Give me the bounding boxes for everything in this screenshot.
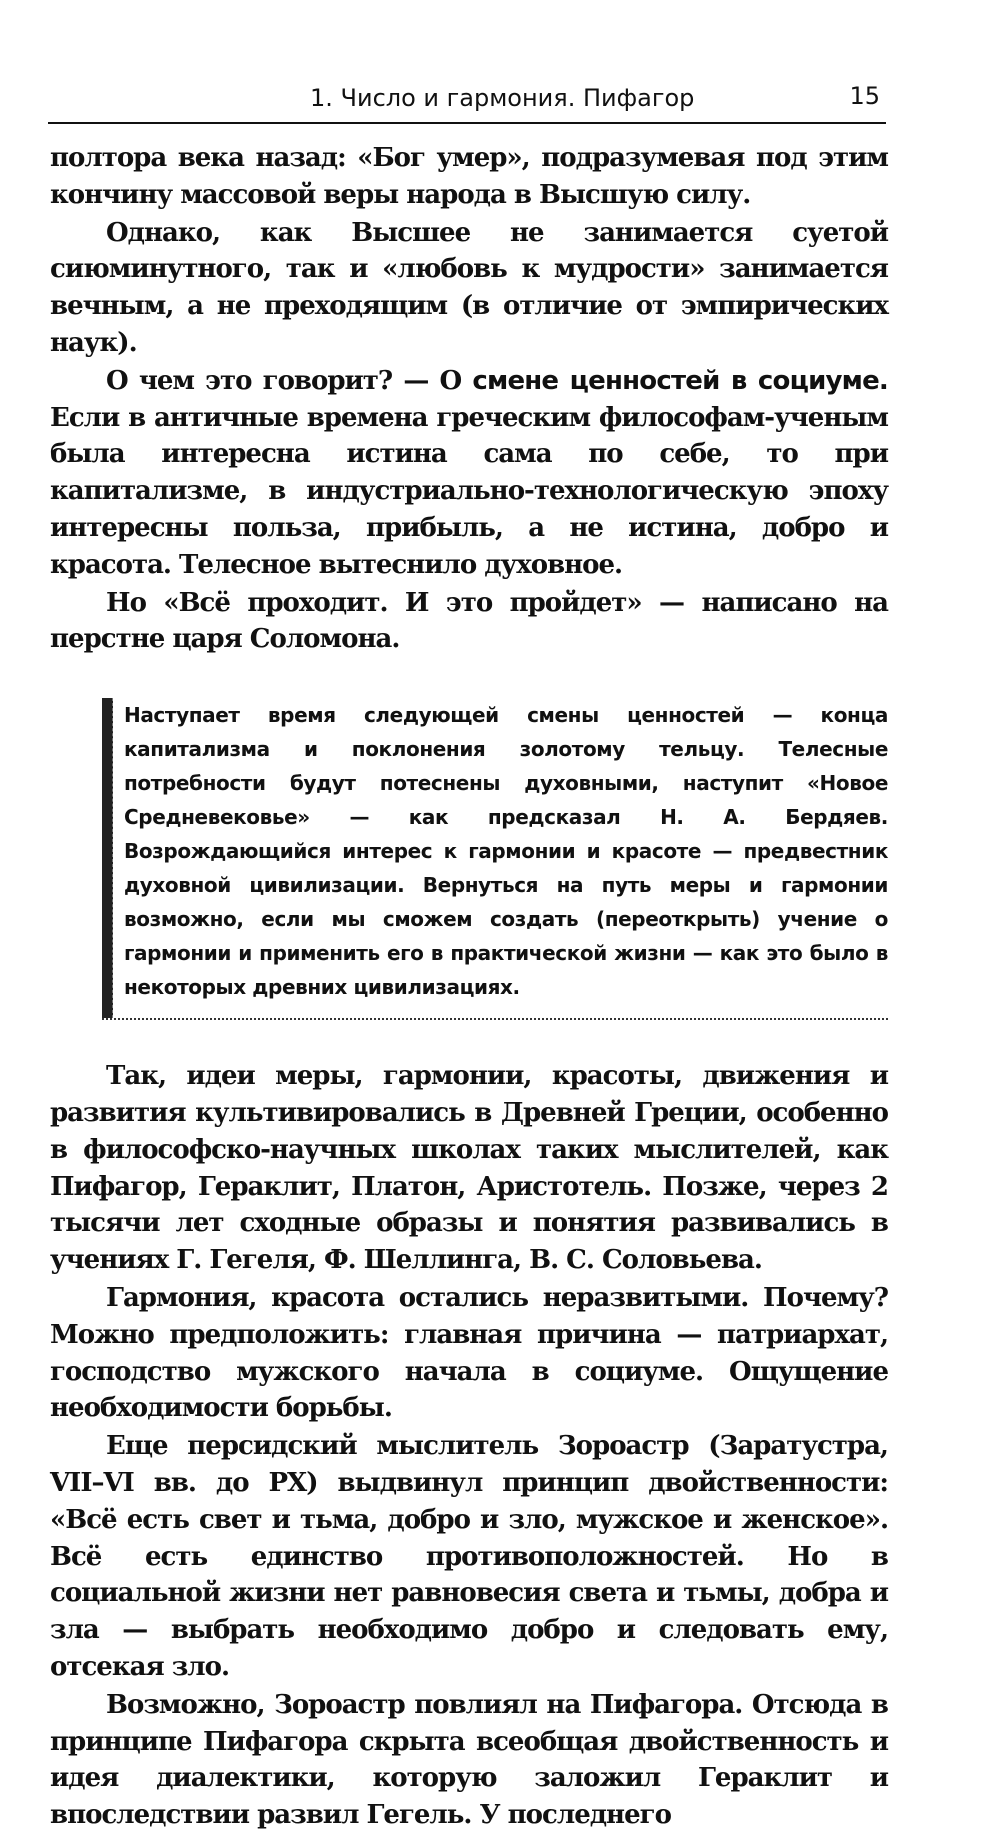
page-number: 15 xyxy=(849,82,880,110)
paragraph: Однако, как Высшее не занимается суетой сиюминутного, так и «любовь к мудрости» занимается вечным, а не преходящим (в отличие от эмпирических наук). xyxy=(50,217,888,358)
paragraph: Гармония, красота остались неразвитыми. Почему? Можно предположить: главная причина — патриархат, господство мужского начала в социуме. Ощущение необходимости борьбы. xyxy=(50,1282,888,1424)
paragraph: Но «Всё проходит. И это пройдет» — написано на перстне царя Соломона. xyxy=(50,587,888,655)
paragraph xyxy=(50,363,888,584)
paragraph: полтора века назад: «Бог умер», подразумевая под этим кончину массовой веры народа в Высшую силу. xyxy=(50,143,888,210)
emphasis-text: смене ценностей в социуме. xyxy=(472,365,888,396)
paragraph: Еще персидский мыслитель Зороастр (Заратустра, VII–VI вв. до РХ) выдвинул принцип двойственности: «Всё есть свет и тьма, добро и зло, мужское и женское». Всё есть единство противоположностей. Но в социальной жизни нет равновесия света и тьмы, добра и зла — выбрать необходимо добро и следовать ему, отсекая зло. xyxy=(50,1431,888,1682)
running-header xyxy=(48,78,886,124)
paragraph-text: О чем это говорит? — О xyxy=(106,365,473,396)
callout-bar xyxy=(102,698,113,1018)
callout-box xyxy=(102,698,888,1020)
chapter-title: 1. Число и гармония. Пифагор xyxy=(310,84,695,112)
paragraph-text: Если в античные времена греческим философам-ученым была интересна истина сама по себе, то при капитализме, в индустриально-технологическую эпоху интересны польза, прибыль, а не истина, добро и красота. Телесное вытеснило духовное. xyxy=(50,402,888,580)
paragraph: Возможно, Зороастр повлиял на Пифагора. Отсюда в принципе Пифагора скрыта всеобщая двойственность и идея диалектики, которую заложил Гераклит и впоследствии развил Гегель. У последнего xyxy=(50,1689,888,1831)
paragraph: Так, идеи меры, гармонии, красоты, движения и развития культивировались в Древней Греции, особенно в философско-научных школах таких мыслителей, как Пифагор, Гераклит, Платон, Аристотель. Позже, через 2 тысячи лет сходные образы и понятия развивались в учениях Г. Гегеля, Ф. Шеллинга, В. С. Соловьева. xyxy=(50,1061,888,1276)
callout-text: Наступает время следующей смены ценностей — конца капитализма и поклонения золотому тельцу. Телесные потребности будут потеснены духовными, наступит «Новое Средневековье» — как предсказал Н. А. Бердяев. Возрождающийся интерес к гармонии и красоте — предвестник духовной цивилизации. Вернуться на путь меры и гармонии возможно, если мы сможем создать (переоткрыть) учение о гармонии и применить его в практической жизни — как это было в некоторых древних цивилизациях. xyxy=(124,703,888,1000)
page-body xyxy=(50,140,888,1834)
